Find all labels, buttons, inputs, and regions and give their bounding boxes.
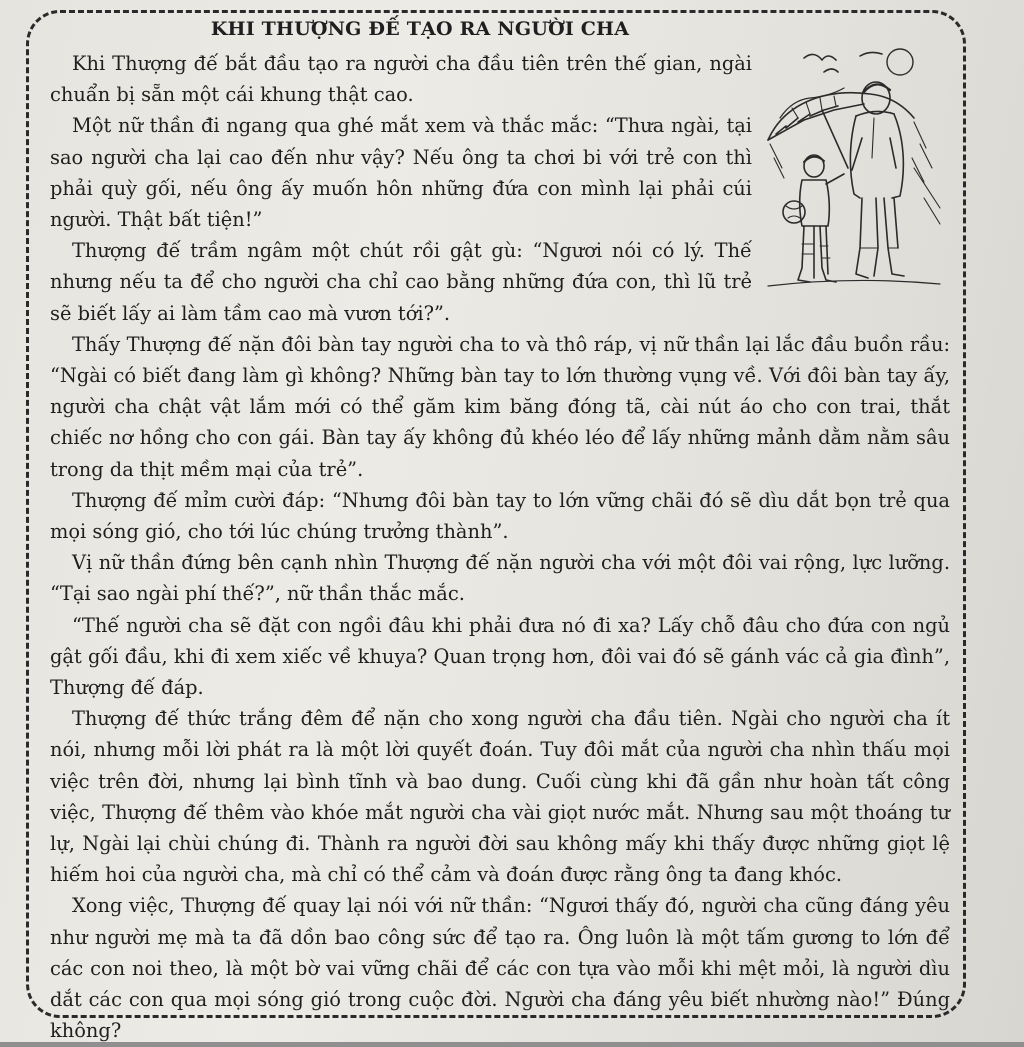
story-paragraph: Xong việc, Thượng đế quay lại nói với nữ thần: “Ngươi thấy đó, người cha cũng đáng yêu như người mẹ mà ta đã dồn bao công sức để tạo ra. Ông luôn là một tấm gương to lớn để các con noi theo, là một bờ vai vững chãi để các con tựa vào mỗi khi mệt mỏi, là người dìu dắt các con qua mọi sóng gió trong cuộc đời. Người cha đáng yêu biết nhường nào!” Đúng không? [50,894,950,1043]
story-title: KHI THƯỢNG ĐẾ TẠO RA NGƯỜI CHA [210,18,630,40]
story-content [50,14,950,1043]
story-paragraph: Thượng đế trầm ngâm một chút rồi gật gù: “Ngươi nói có lý. Thế nhưng nếu ta để cho người cha chỉ cao bằng những đứa con, thì lũ trẻ sẽ biết lấy ai làm tầm cao mà vươn tới?”. [50,239,752,325]
story-paragraph: “Thế người cha sẽ đặt con ngồi đâu khi phải đưa nó đi xa? Lấy chỗ đâu cho đứa con ngủ gật gối đầu, khi đi xem xiếc về khuya? Quan trọng hơn, đôi vai đó sẽ gánh vác cả gia đình”, Thượng đế đáp. [50,613,950,700]
father-child-illustration [764,48,942,294]
story-paragraph: Thượng đế mỉm cười đáp: “Nhưng đôi bàn tay to lớn vững chãi đó sẽ dìu dắt bọn trẻ qua mọi sóng gió, cho tới lúc chúng trưởng thành”. [50,488,950,544]
story-paragraph: Một nữ thần đi ngang qua ghé mắt xem và thắc mắc: “Thưa ngài, tại sao người cha lại cao đến như vậy? Nếu ông ta chơi bi với trẻ con thì phải quỳ gối, nếu ông ấy muốn hôn những đứa con mình lại phải cúi người. Thật bất tiện!” [50,114,752,232]
story-paragraph: Khi Thượng đế bắt đầu tạo ra người cha đầu tiên trên thế gian, ngài chuẩn bị sẵn một cái khung thật cao. [50,52,752,107]
father-child-sketch-icon [764,48,942,294]
story-paragraph: Thượng đế thức trắng đêm để nặn cho xong người cha đầu tiên. Ngài cho người cha ít nói, nhưng mỗi lời phát ra là một lời quyết đoán. Tuy đôi mắt của người cha nhìn thấu mọi việc trên đời, nhưng lại bình tĩnh và bao dung. Cuối cùng khi đã gần như hoàn tất công việc, Thượng đế thêm vào khóe mắt người cha vài giọt nước mắt. Nhưng sau một thoáng tư lự, Ngài lại chùi chúng đi. Thành ra người đời sau không mấy khi thấy được những giọt lệ hiếm hoi của người cha, mà chỉ có thể cảm và đoán được rằng ông ta đang khóc. [50,707,950,887]
story-paragraph: Vị nữ thần đứng bên cạnh nhìn Thượng đế nặn người cha với một đôi vai rộng, lực lưỡng. “Tại sao ngài phí thế?”, nữ thần thắc mắc. [50,551,950,606]
story-paragraph: Thấy Thượng đế nặn đôi bàn tay người cha to và thô ráp, vị nữ thần lại lắc đầu buồn rầu: “Ngài có biết đang làm gì không? Những bàn tay to lớn thường vụng về. Với đôi bàn tay ấy, người cha chật vật lắm mới có thể găm kim băng đóng tã, cài nút áo cho con trai, thắt chiếc nơ hồng cho con gái. Bàn tay ấy không đủ khéo léo để lấy những mảnh dằm nằm sâu trong da thịt mềm mại của trẻ”. [50,332,950,481]
